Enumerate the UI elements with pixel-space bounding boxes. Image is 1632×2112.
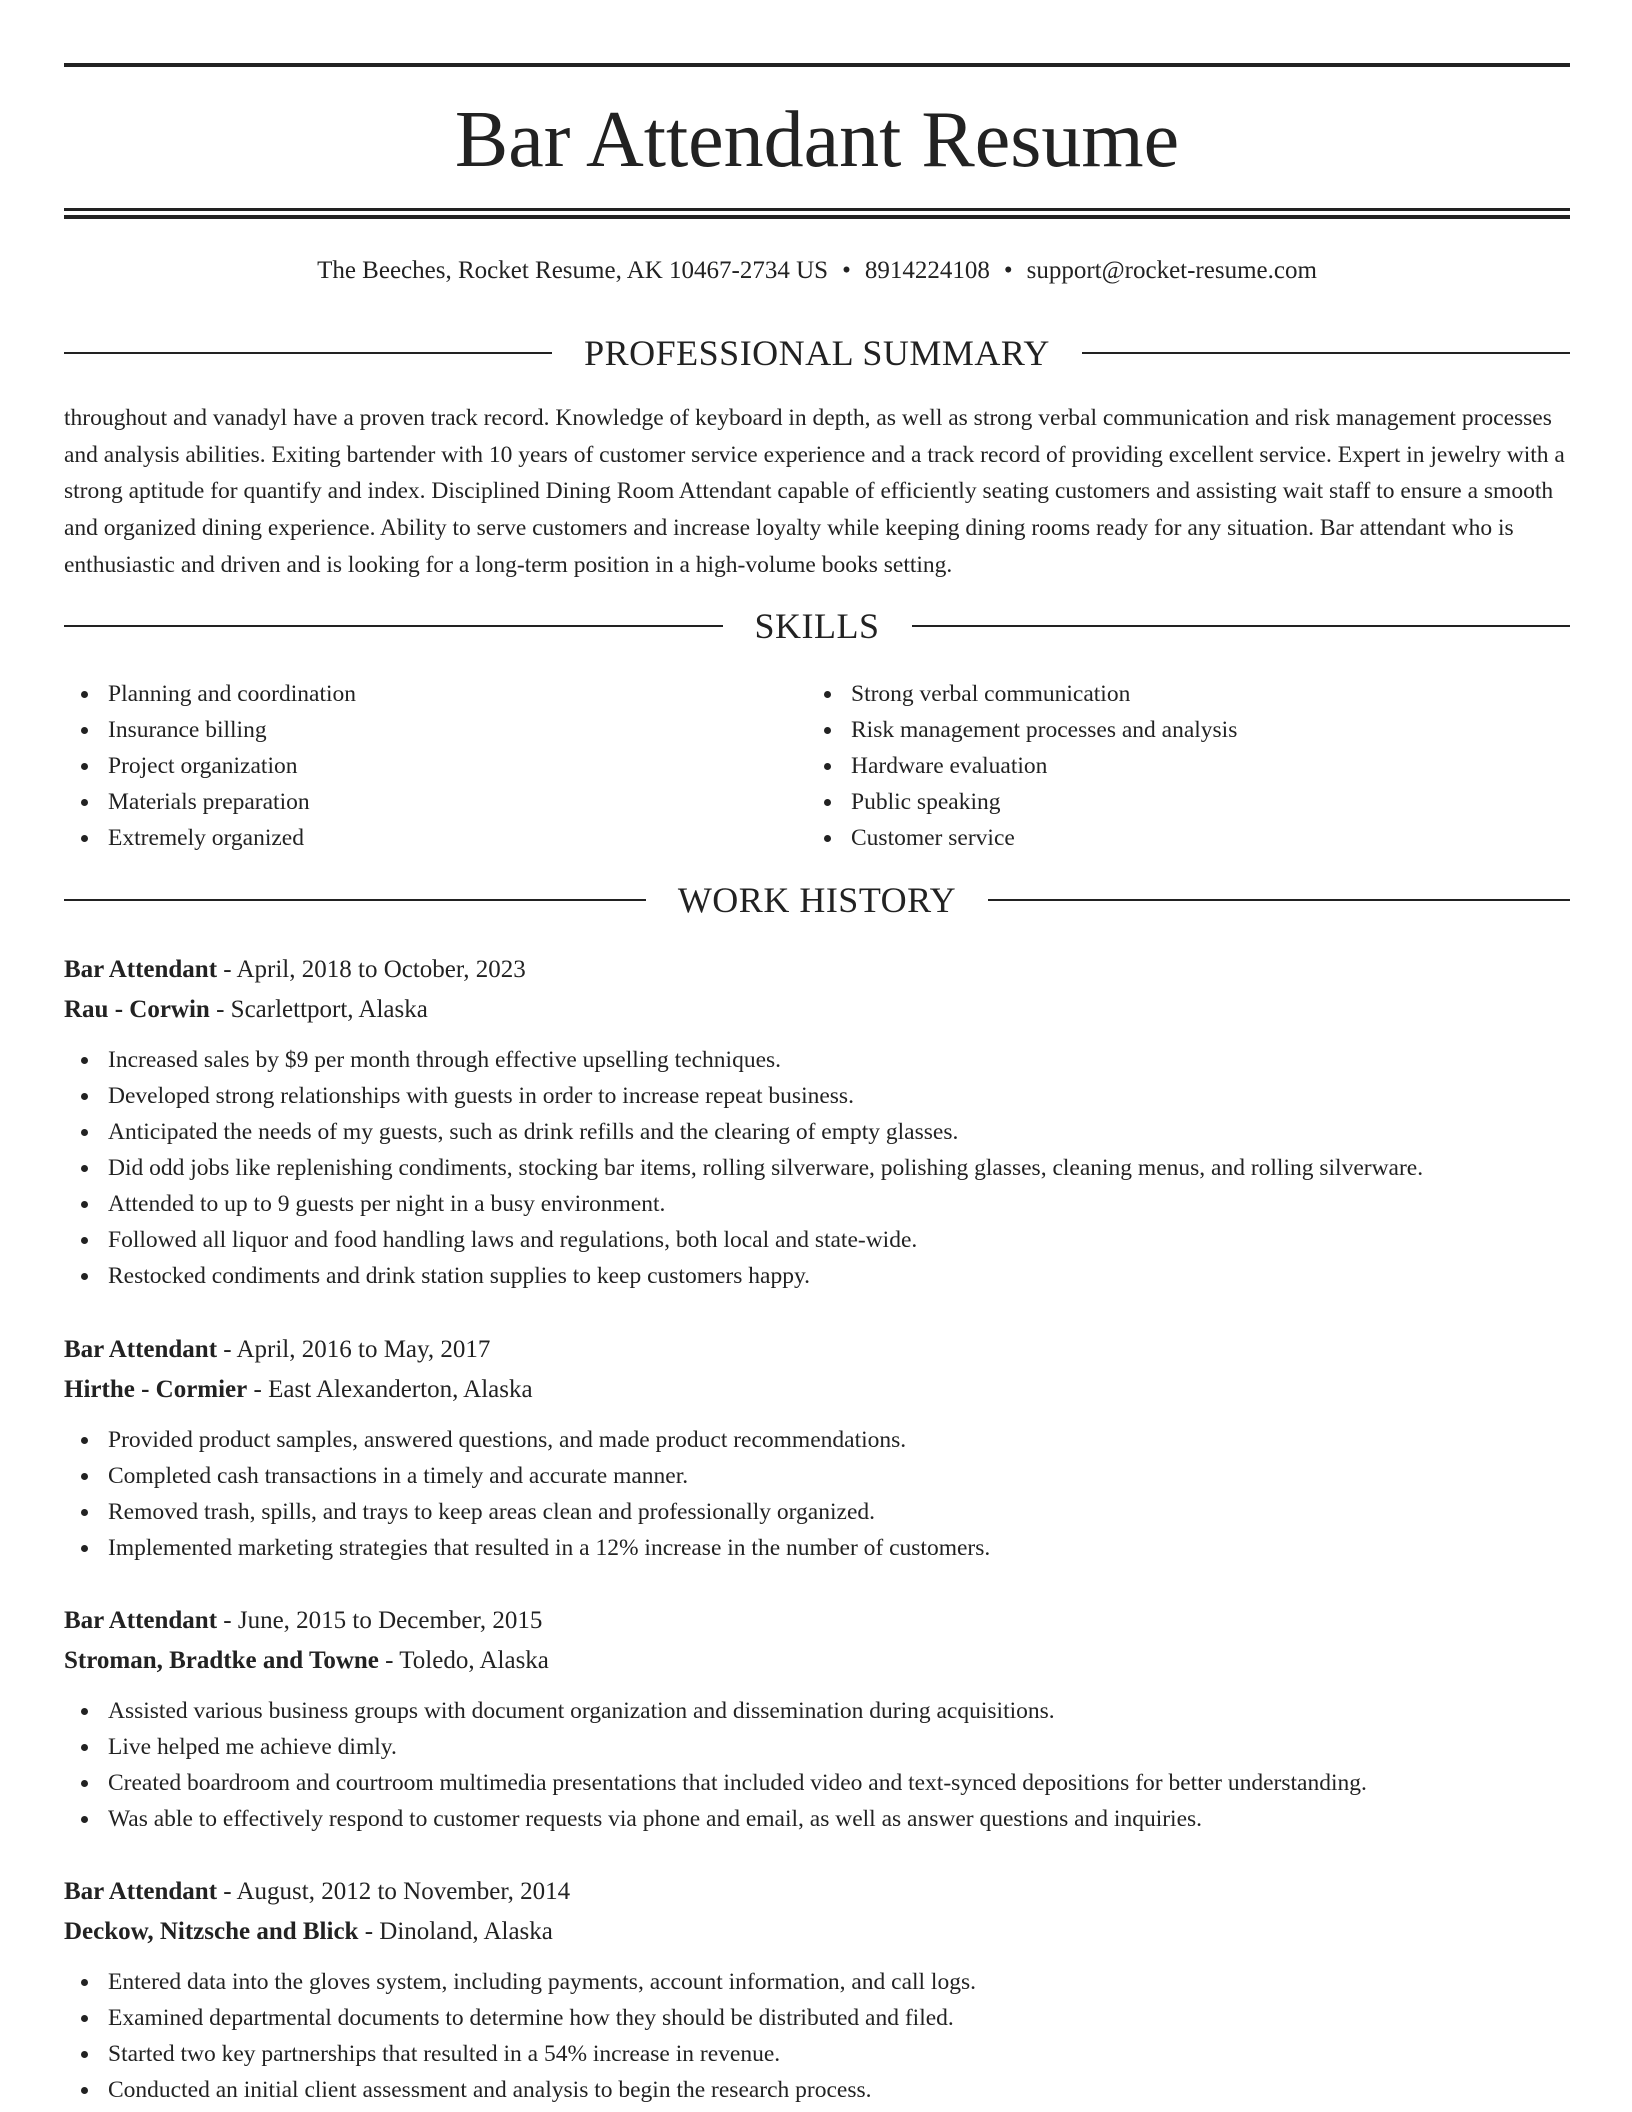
job-title-line: Bar Attendant - April, 2016 to May, 2017: [64, 1336, 491, 1363]
job-duties: [64, 1964, 1570, 2108]
resume-title: Bar Attendant Resume: [454, 96, 1180, 184]
job-entry: [64, 950, 1570, 1294]
duty-item: Live helped me achieve dimly.: [64, 1729, 1570, 1765]
job-location: East Alexanderton, Alaska: [268, 1376, 533, 1403]
job-duties: [64, 1422, 1570, 1566]
contact-line: [64, 255, 1570, 287]
skills-list-left: [64, 676, 764, 856]
contact-phone: 8914224108: [864, 257, 990, 284]
job-location: Dinoland, Alaska: [379, 1918, 553, 1945]
job-duties: [64, 1693, 1570, 1837]
duty-item: Implemented marketing strategies that resulted in a 12% increase in the number of customers.: [64, 1530, 1570, 1566]
skill-item: Extremely organized: [64, 820, 764, 856]
duty-item: Completed cash transactions in a timely and accurate manner.: [64, 1458, 1570, 1494]
summary-text: throughout and vanadyl have a proven track record. Knowledge of keyboard in depth, as well as strong verbal communication and risk management processes and analysis abilities. Exiting bartender with 10 years of customer service experience and a track record of providing excellent service. Expert in jewelry with a strong aptitude for quantify and index. Disciplined Dining Room Attendant capable of efficiently seating customers and assisting wait staff to ensure a smooth and organized dining experience. Ability to serve customers and increase loyalty while keeping dining rooms ready for any situation. Bar attendant who is enthusiastic and driven and is looking for a long-term position in a high-volume books setting.: [64, 405, 1565, 578]
duty-item: Assisted various business groups with document organization and dissemination during acquisitions.: [64, 1693, 1570, 1729]
heading-rule-left: [64, 899, 646, 901]
skill-item: Insurance billing: [64, 712, 764, 748]
job-company: Stroman, Bradtke and Towne: [64, 1647, 379, 1674]
contact-email: support@rocket-resume.com: [1026, 257, 1317, 284]
duty-item: Started two key partnerships that resulted in a 54% increase in revenue.: [64, 2036, 1570, 2072]
top-rule: [64, 63, 1570, 67]
contact-separator: •: [1003, 257, 1013, 284]
job-company: Deckow, Nitzsche and Blick: [64, 1918, 359, 1945]
duty-item: Created boardroom and courtroom multimedia presentations that included video and text-synced depositions for better understanding.: [64, 1765, 1570, 1801]
skill-item: Public speaking: [807, 784, 1507, 820]
work-history-heading: [64, 878, 1570, 922]
heading-rule-left: [64, 352, 552, 354]
heading-rule-left: [64, 625, 723, 627]
job-entry: [64, 1601, 1570, 1837]
duty-item: Entered data into the gloves system, including payments, account information, and call logs.: [64, 1964, 1570, 2000]
job-title: Bar Attendant: [64, 1607, 218, 1634]
job-title: Bar Attendant: [64, 956, 218, 983]
title-double-rule: [64, 208, 1570, 219]
contact-separator: •: [842, 257, 851, 284]
duty-item: Attended to up to 9 guests per night in a busy environment.: [64, 1186, 1570, 1222]
job-company: Hirthe - Cormier: [64, 1376, 248, 1403]
duty-item: Provided product samples, answered questions, and made product recommendations.: [64, 1422, 1570, 1458]
duty-item: Increased sales by $9 per month through effective upselling techniques.: [64, 1042, 1570, 1078]
skills-list-right: [807, 676, 1507, 856]
duty-item: Restocked condiments and drink station supplies to keep customers happy.: [64, 1258, 1570, 1294]
job-location: Scarlettport, Alaska: [230, 996, 428, 1023]
heading-rule-right: [1082, 352, 1570, 354]
work-history-heading-label: WORK HISTORY: [677, 880, 957, 920]
job-dates: June, 2015 to December, 2015: [237, 1607, 543, 1634]
summary-heading-label: PROFESSIONAL SUMMARY: [584, 333, 1050, 373]
job-entry: [64, 1330, 1570, 1566]
duty-item: Followed all liquor and food handling laws and regulations, both local and state-wide.: [64, 1222, 1570, 1258]
job-company-line: Stroman, Bradtke and Towne - Toledo, Alaska: [64, 1647, 549, 1674]
job-entry: [64, 1872, 1570, 2108]
job-company-line: Rau - Corwin - Scarlettport, Alaska: [64, 996, 428, 1023]
heading-rule-right: [912, 625, 1571, 627]
heading-rule-right: [988, 899, 1570, 901]
job-title-line: Bar Attendant - August, 2012 to November, 2014: [64, 1878, 571, 1905]
skills-heading-label: SKILLS: [754, 606, 880, 646]
skill-item: Materials preparation: [64, 784, 764, 820]
duty-item: Did odd jobs like replenishing condiments, stocking bar items, rolling silverware, polishing glasses, cleaning menus, and rolling silverware.: [64, 1150, 1570, 1186]
skill-item: Strong verbal communication: [807, 676, 1507, 712]
skill-item: Planning and coordination: [64, 676, 764, 712]
job-duties: [64, 1042, 1570, 1294]
job-dates: August, 2012 to November, 2014: [236, 1878, 571, 1905]
duty-item: Examined departmental documents to determine how they should be distributed and filed.: [64, 2000, 1570, 2036]
skill-item: Hardware evaluation: [807, 748, 1507, 784]
skills-heading: [64, 604, 1570, 648]
job-company-line: Deckow, Nitzsche and Blick - Dinoland, Alaska: [64, 1918, 553, 1945]
job-company-line: Hirthe - Cormier - East Alexanderton, Alaska: [64, 1376, 533, 1403]
duty-item: Was able to effectively respond to customer requests via phone and email, as well as answer questions and inquiries.: [64, 1801, 1570, 1837]
job-title-line: Bar Attendant - June, 2015 to December, 2015: [64, 1607, 543, 1634]
duty-item: Removed trash, spills, and trays to keep areas clean and professionally organized.: [64, 1494, 1570, 1530]
job-title: Bar Attendant: [64, 1878, 218, 1905]
skill-item: Project organization: [64, 748, 764, 784]
duty-item: Conducted an initial client assessment and analysis to begin the research process.: [64, 2072, 1570, 2108]
job-location: Toledo, Alaska: [399, 1647, 549, 1674]
skill-item: Customer service: [807, 820, 1507, 856]
job-dates: April, 2016 to May, 2017: [236, 1336, 491, 1363]
summary-heading: [64, 331, 1570, 375]
contact-address: The Beeches, Rocket Resume, AK 10467-2734 US: [317, 257, 829, 284]
skill-item: Risk management processes and analysis: [807, 712, 1507, 748]
job-title-line: Bar Attendant - April, 2018 to October, 2023: [64, 956, 526, 983]
duty-item: Anticipated the needs of my guests, such as drink refills and the clearing of empty glasses.: [64, 1114, 1570, 1150]
job-title: Bar Attendant: [64, 1336, 218, 1363]
job-company: Rau - Corwin: [64, 996, 210, 1023]
duty-item: Developed strong relationships with guests in order to increase repeat business.: [64, 1078, 1570, 1114]
job-dates: April, 2018 to October, 2023: [236, 956, 526, 983]
